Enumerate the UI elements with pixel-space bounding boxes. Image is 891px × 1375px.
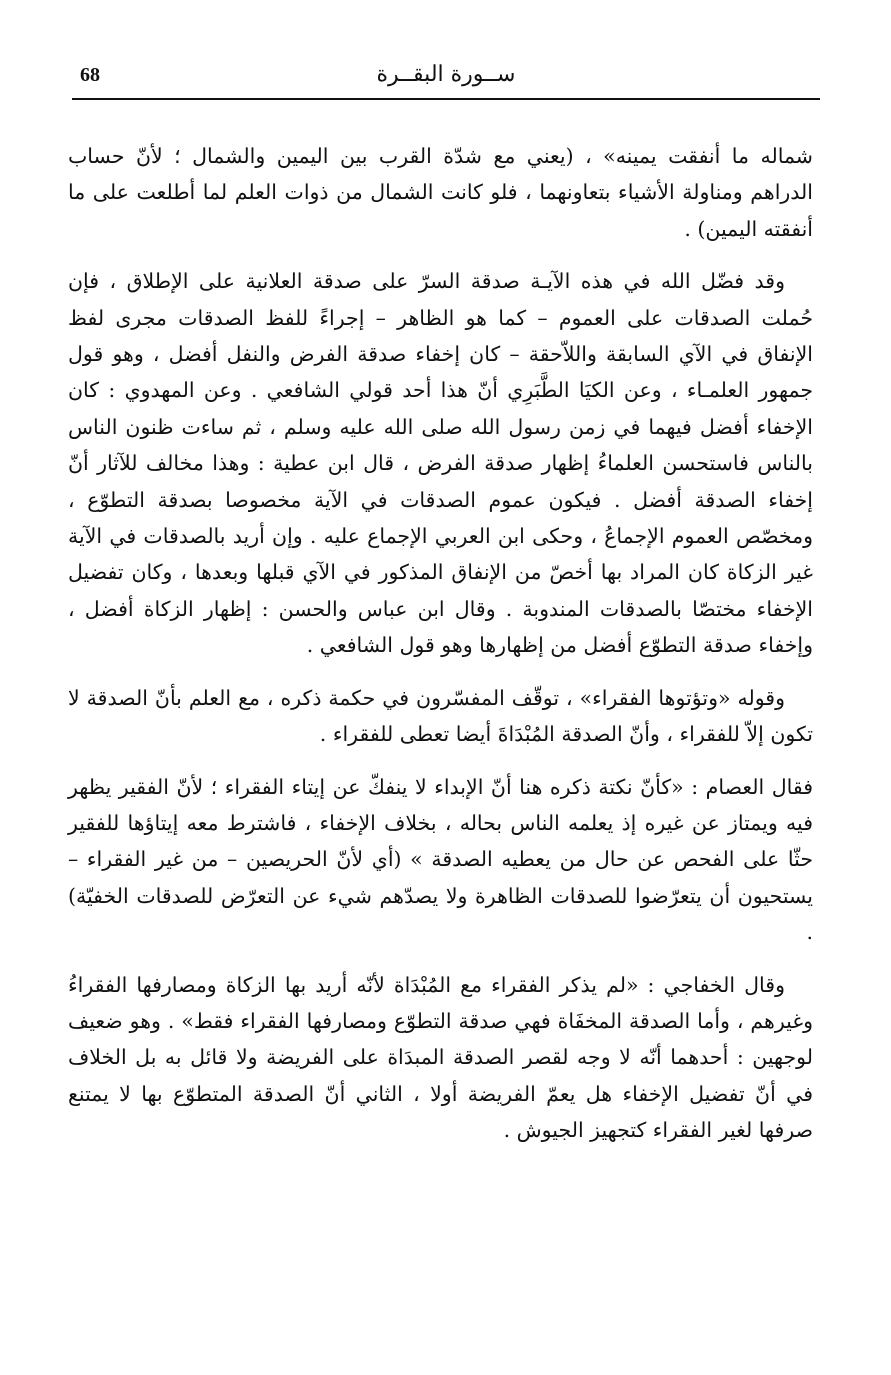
page-header	[72, 62, 820, 100]
running-title: ســورة البقــرة	[376, 62, 516, 87]
paragraph-3: وقوله «وتؤتوها الفقراء» ، توقّف المفسّرون في حكمة ذكره ، مع العلم بأنّ الصدقة لا تكون إلاّ للفقراء ، وأنّ الصدقة المُبْدَاةَ أيضا تعطى للفقراء .	[68, 685, 813, 747]
paragraph-2: وقد فضّل الله في هذه الآيـة صدقة السرّ على صدقة العلانية على الإطلاق ، فإن حُملت الصدقات على العموم – كما هو الظاهر – إجراءً للفظ الصدقات مجرى لفظ الإنفاق في الآي السابقة واللاّحقة – كان إخفاء صدقة الفرض والنفل أفضل ، وهو قول جمهور العلمـاء ، وعن الكيَا الطَّبَرِي أنّ هذا أحد قولي الشافعي . وعن المهدوي : كان الإخفاء أفضل فيهما في زمن رسول الله صلى الله عليه وسلم ، ثم ساءت ظنون الناس بالناس فاستحسن العلماءُ إظهار صدقة الفرض ، قال ابن عطية : وهذا مخالف للآثار أنّ إخفاء الصدقة أفضل . فيكون عموم الصدقات في الآية مخصوصا بصدقة التطوّع ، ومخصّص العموم الإجماعُ ، وحكى ابن العربي الإجماع عليه . وإن أريد بالصدقات في الآية غير الزكاة كان المراد بها أخصّ من الإنفاق المذكور في الآي قبلها وبعدها ، وكان تفضيل الإخفاء مختصّا بالصدقات المندوبة . وقال ابن عباس والحسن : إظهار الزكاة أفضل ، وإخفاء صدقة التطوّع أفضل من إظهارها وهو قول الشافعي .	[68, 269, 813, 658]
paragraph-4: فقال العصام : «كأنّ نكتة ذكره هنا أنّ الإبداء لا ينفكّ عن إيتاء الفقراء ؛ لأنّ الفقير يظهر فيه ويمتاز عن غيره إذ يعلمه الناس بحاله ، بخلاف الإخفاء ، فاشترط معه إيتاؤها للفقير حثّا على الفحص عن حال من يعطيه الصدقة » (أي لأنّ الحريصين – من غير الفقراء – يستحيون أن يتعرّضوا للصدقات الظاهرة ولا يصدّهم شيء عن التعرّض للصدقات الخفيّة) .	[68, 774, 813, 945]
header-divider	[72, 98, 820, 100]
page-body	[68, 138, 813, 1165]
paragraph-5: وقال الخفاجي : «لم يذكر الفقراء مع المُبْدَاة لأنّه أريد بها الزكاة ومصارفها الفقراءُ وغيرهم ، وأما الصدقة المخفَاة فهي صدقة التطوّع ومصارفها الفقراء فقط» . وهو ضعيف لوجهين : أحدهما أنّه لا وجه لقصر الصدقة المبدَاة على الفريضة ولا قائل به بل الخلاف في أنّ تفضيل الإخفاء هل يعمّ الفريضة أولا ، الثاني أنّ الصدقة المتطوّع بها لا يمتنع صرفها لغير الفقراء كتجهيز الجيوش .	[68, 972, 813, 1143]
page-number: 68	[80, 64, 100, 86]
paragraph-1: شماله ما أنفقت يمينه» ، (يعني مع شدّة القرب بين اليمين والشمال ؛ لأنّ حساب الدراهم ومناولة الأشياء بتعاونهما ، فلو كانت الشمال من ذوات العلم لما أطلعت على ما أنفقته اليمين) .	[68, 144, 813, 241]
